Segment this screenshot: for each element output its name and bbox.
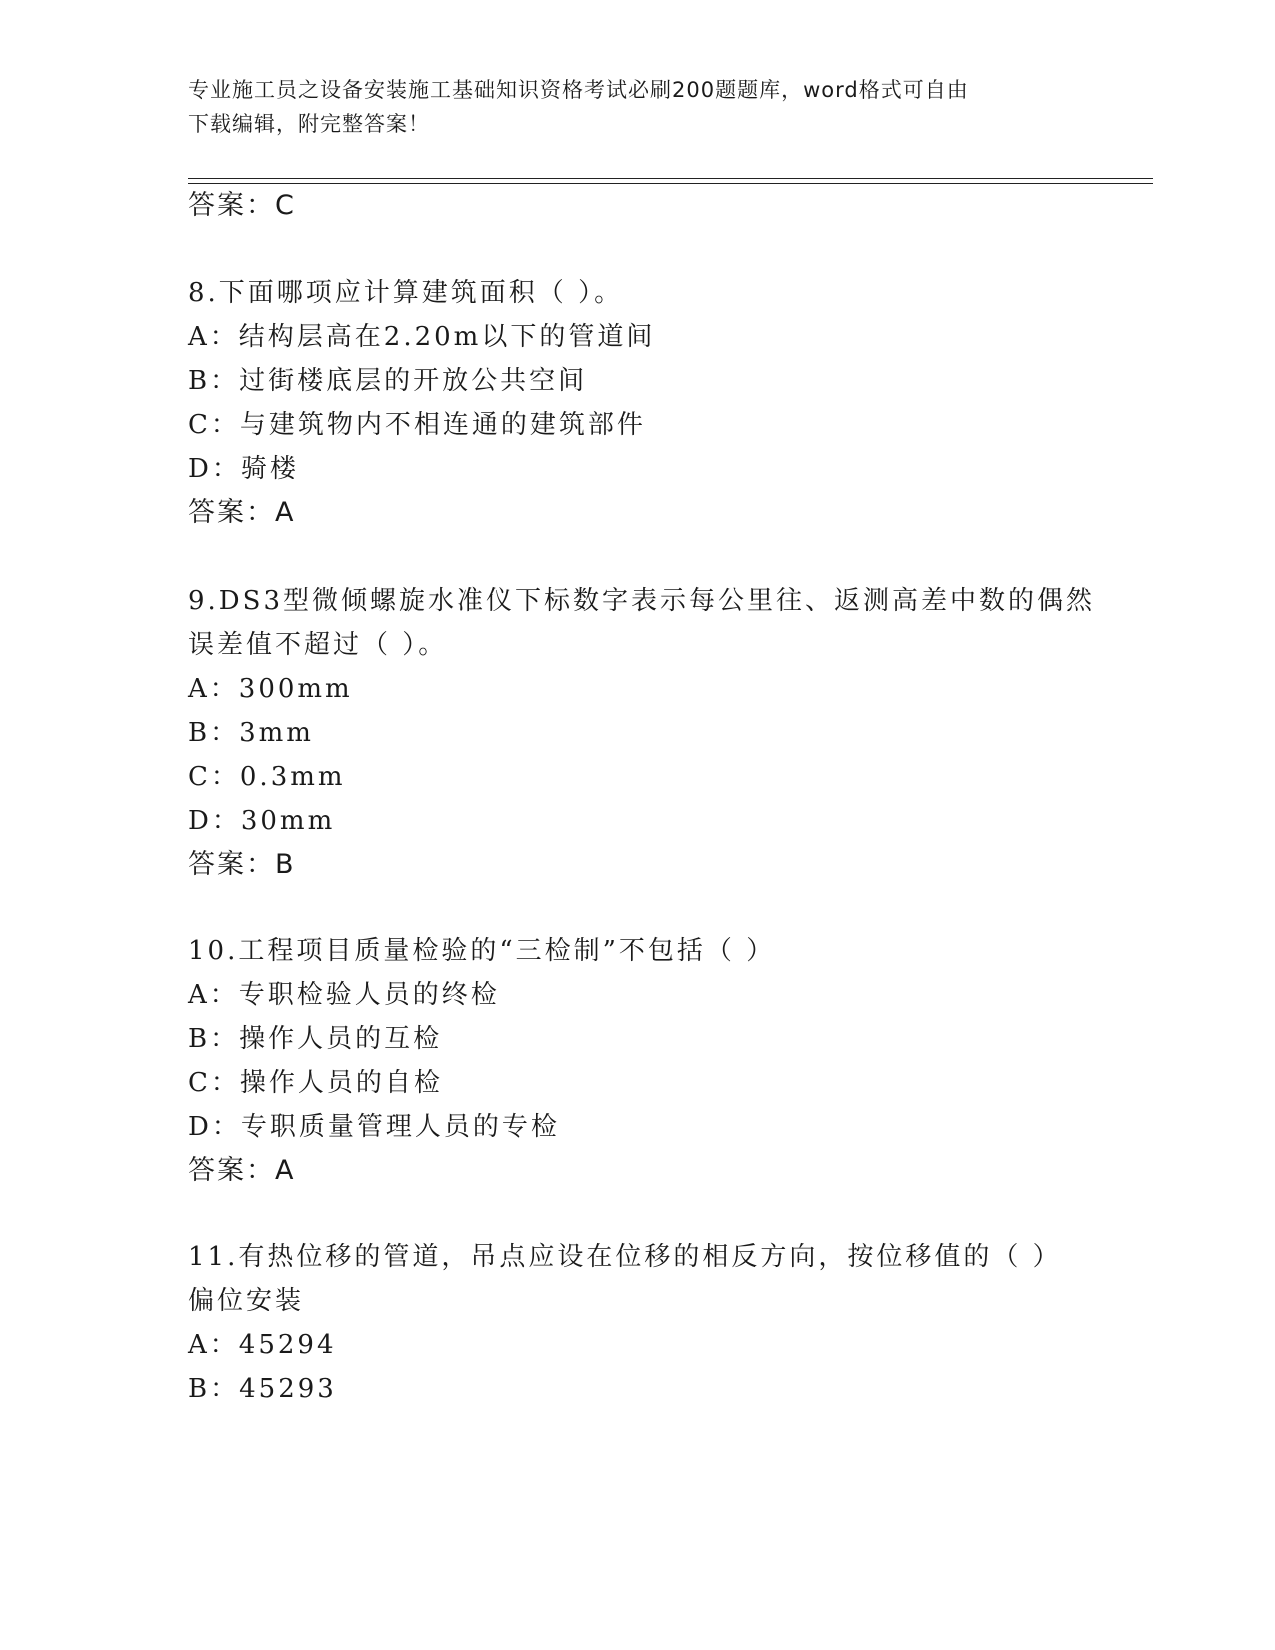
question-11-option-a: A：45294 bbox=[188, 1330, 337, 1360]
answer-line: 答案：C bbox=[188, 190, 296, 221]
question-11-option-b: B：45293 bbox=[188, 1374, 337, 1404]
header-line-2: 下载编辑，附完整答案！ bbox=[188, 112, 430, 136]
question-8-stem: 8.下面哪项应计算建筑面积（ ）。 bbox=[188, 278, 624, 308]
header-line-1: 专业施工员之设备安装施工基础知识资格考试必刷200题题库，word格式可自由 bbox=[188, 78, 969, 102]
question-10-stem: 10.工程项目质量检验的“三检制”不包括（ ） bbox=[188, 936, 776, 966]
question-9-option-c: C：0.3mm bbox=[188, 762, 346, 792]
question-10-option-b: B：操作人员的互检 bbox=[188, 1024, 443, 1054]
question-11-stem-line-1: 11.有热位移的管道，吊点应设在位移的相反方向，按位移值的（ ） bbox=[188, 1242, 1062, 1272]
question-9-option-a: A：300mm bbox=[188, 674, 353, 704]
question-10-answer: 答案：A bbox=[188, 1155, 296, 1186]
question-9-stem-line-1: 9.DS3型微倾螺旋水准仪下标数字表示每公里往、返测高差中数的偶然 bbox=[188, 586, 1096, 616]
question-8-option-c: C：与建筑物内不相连通的建筑部件 bbox=[188, 410, 646, 440]
question-9-option-b: B：3mm bbox=[188, 718, 314, 748]
question-8-option-b: B：过街楼底层的开放公共空间 bbox=[188, 366, 588, 396]
question-9-option-d: D：30mm bbox=[188, 806, 336, 836]
question-10-option-d: D：专职质量管理人员的专检 bbox=[188, 1112, 560, 1142]
question-8-answer: 答案：A bbox=[188, 497, 296, 528]
document-header bbox=[188, 73, 1088, 141]
question-10-option-a: A：专职检验人员的终检 bbox=[188, 980, 500, 1010]
question-8-option-a: A：结构层高在2.20m以下的管道间 bbox=[188, 322, 656, 352]
question-9-answer: 答案：B bbox=[188, 849, 296, 880]
header-divider-top bbox=[188, 178, 1153, 179]
question-10-option-c: C：操作人员的自检 bbox=[188, 1068, 443, 1098]
question-9-stem-line-2: 误差值不超过（ ）。 bbox=[188, 630, 448, 660]
question-11-stem-line-2: 偏位安装 bbox=[188, 1286, 305, 1316]
question-8-option-d: D：骑楼 bbox=[188, 454, 299, 484]
header-divider-bottom bbox=[188, 183, 1153, 184]
